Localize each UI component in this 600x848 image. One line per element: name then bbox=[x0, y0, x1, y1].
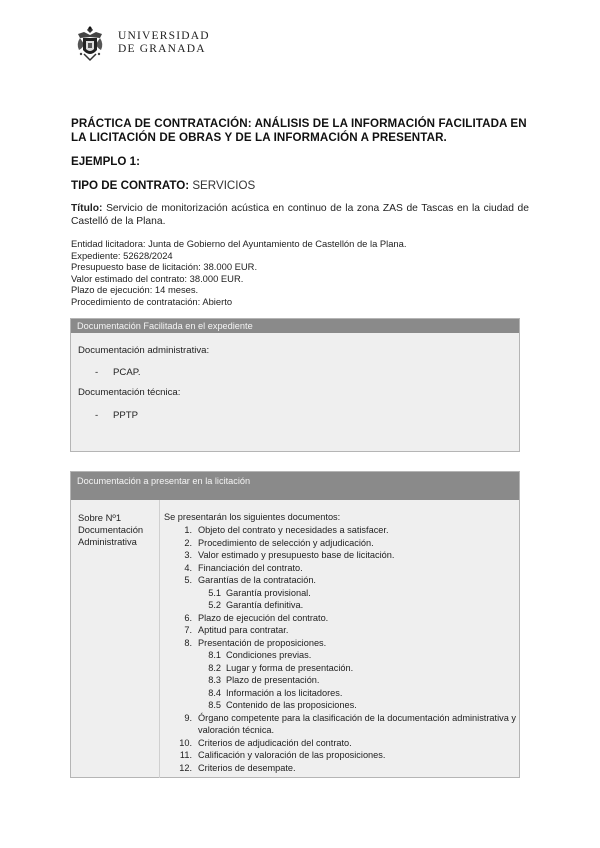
list-item bbox=[164, 637, 516, 650]
list-item-text: Calificación y valoración de las proposiciones. bbox=[198, 750, 386, 760]
university-name-line2: DE GRANADA bbox=[118, 43, 206, 55]
list-item-number: 3. bbox=[184, 550, 192, 560]
list-item-text: Órgano competente para la clasificación de la documentación administrativa y valoración técnica. bbox=[198, 712, 516, 735]
list-item-text: Garantía provisional. bbox=[226, 587, 311, 598]
list-item-number: 8.2 bbox=[208, 662, 221, 673]
list-item-number: 8.5 bbox=[208, 700, 221, 710]
admin-doc-label: Documentación administrativa: bbox=[78, 345, 210, 356]
contract-title bbox=[71, 202, 529, 228]
university-crest-icon bbox=[72, 24, 108, 62]
list-item-text: Contenido de las proposiciones. bbox=[226, 700, 357, 710]
detail-presupuesto: Presupuesto base de licitación: 38.000 EUR. bbox=[71, 261, 258, 273]
admin-doc-item: PCAP. bbox=[113, 367, 141, 378]
list-item-text: Condiciones previas. bbox=[226, 650, 312, 660]
list-item-text: Plazo de ejecución del contrato. bbox=[198, 612, 329, 623]
list-item-number: 4. bbox=[184, 562, 192, 573]
list-item bbox=[164, 574, 516, 587]
envelope-label bbox=[78, 512, 143, 547]
list-item-number: 12. bbox=[179, 762, 192, 773]
required-documentation-header: Documentación a presentar en la licitación bbox=[71, 472, 519, 500]
list-item-text: Información a los licitadores. bbox=[226, 687, 343, 698]
list-item-number: 5. bbox=[184, 575, 192, 585]
detail-entidad: Entidad licitadora: Junta de Gobierno del Ayuntamiento de Castellón de la Plana. bbox=[71, 238, 407, 249]
list-item bbox=[164, 662, 516, 675]
list-item bbox=[164, 524, 516, 537]
list-item bbox=[164, 649, 516, 662]
page-title: PRÁCTICA DE CONTRATACIÓN: ANÁLISIS DE LA INFORMACIÓN FACILITADA EN LA LICITACIÓN DE OBRAS Y DE LA INFORMACIÓN A PRESENTAR. bbox=[71, 117, 527, 144]
list-item-text: Criterios de adjudicación del contrato. bbox=[198, 737, 352, 748]
detail-expediente: Expediente: 52628/2024 bbox=[71, 249, 173, 261]
list-item bbox=[164, 612, 516, 625]
university-name bbox=[118, 30, 210, 56]
list-item-text: Garantías de la contratación. bbox=[198, 575, 316, 585]
admin-doc-bullet: - bbox=[95, 367, 99, 378]
envelope-label-line2: Documentación bbox=[78, 523, 144, 535]
list-item bbox=[164, 599, 516, 612]
list-item-text: Objeto del contrato y necesidades a satisfacer. bbox=[198, 525, 389, 535]
list-item bbox=[164, 737, 516, 750]
detail-valor: Valor estimado del contrato: 38.000 EUR. bbox=[71, 272, 244, 284]
list-item-number: 8.1 bbox=[208, 650, 221, 660]
contract-title-label: Título: bbox=[71, 203, 103, 214]
provided-documentation-header: Documentación Facilitada en el expediente bbox=[71, 319, 519, 333]
list-item bbox=[164, 712, 516, 737]
list-item bbox=[164, 537, 516, 550]
list-item-number: 5.2 bbox=[208, 600, 221, 610]
documents-list bbox=[164, 524, 516, 774]
list-item bbox=[164, 687, 516, 700]
provided-documentation-box bbox=[70, 318, 520, 452]
list-item-text: Valor estimado y presupuesto base de licitación. bbox=[198, 550, 395, 560]
example-heading: EJEMPLO 1: bbox=[71, 155, 140, 168]
contract-title-text: Servicio de monitorización acústica en continuo de la zona ZAS de Tascas en la ciudad de Castelló de la Plana. bbox=[71, 203, 529, 227]
tech-doc-item: PPTP bbox=[113, 410, 139, 421]
list-item-number: 7. bbox=[184, 625, 192, 635]
list-item-text: Lugar y forma de presentación. bbox=[226, 662, 354, 673]
list-item bbox=[164, 699, 516, 712]
list-item bbox=[164, 587, 516, 600]
list-item-number: 8.4 bbox=[208, 687, 221, 698]
list-item bbox=[164, 749, 516, 762]
list-item-text: Procedimiento de selección y adjudicación. bbox=[198, 537, 374, 548]
list-item-text: Garantía definitiva. bbox=[226, 600, 304, 610]
list-item-number: 8. bbox=[184, 637, 192, 648]
university-name-line1: UNIVERSIDAD bbox=[118, 30, 210, 42]
university-logo bbox=[72, 24, 210, 62]
envelope-label-line3: Administrativa bbox=[78, 535, 137, 547]
list-item bbox=[164, 624, 516, 637]
list-item-text: Financiación del contrato. bbox=[198, 562, 303, 573]
list-item-number: 2. bbox=[184, 537, 192, 548]
list-item bbox=[164, 562, 516, 575]
list-item bbox=[164, 674, 516, 687]
list-item bbox=[164, 762, 516, 775]
required-documentation-box bbox=[70, 471, 520, 778]
detail-plazo: Plazo de ejecución: 14 meses. bbox=[71, 284, 199, 296]
tech-doc-label: Documentación técnica: bbox=[78, 387, 181, 398]
list-item-number: 1. bbox=[184, 525, 192, 535]
column-divider bbox=[159, 500, 160, 778]
documents-intro: Se presentarán los siguientes documentos: bbox=[164, 512, 341, 522]
contract-type bbox=[71, 179, 255, 192]
list-item-number: 8.3 bbox=[208, 675, 221, 685]
list-item-text: Plazo de presentación. bbox=[226, 675, 320, 685]
list-item bbox=[164, 549, 516, 562]
contract-type-label: TIPO DE CONTRATO: bbox=[71, 179, 190, 192]
list-item-number: 5.1 bbox=[208, 587, 221, 598]
envelope-label-line1: Sobre Nº1 bbox=[78, 512, 122, 523]
contract-type-value: SERVICIOS bbox=[192, 179, 256, 192]
contract-details bbox=[71, 238, 406, 308]
list-item-number: 6. bbox=[184, 612, 192, 623]
tech-doc-bullet: - bbox=[95, 410, 99, 421]
list-item-text: Presentación de proposiciones. bbox=[198, 637, 327, 648]
list-item-number: 10. bbox=[179, 737, 192, 748]
list-item-text: Aptitud para contratar. bbox=[198, 625, 289, 635]
list-item-number: 11. bbox=[179, 750, 192, 760]
list-item-text: Criterios de desempate. bbox=[198, 762, 296, 773]
list-item-number: 9. bbox=[184, 712, 192, 723]
detail-procedimiento: Procedimiento de contratación: Abierto bbox=[71, 295, 233, 307]
